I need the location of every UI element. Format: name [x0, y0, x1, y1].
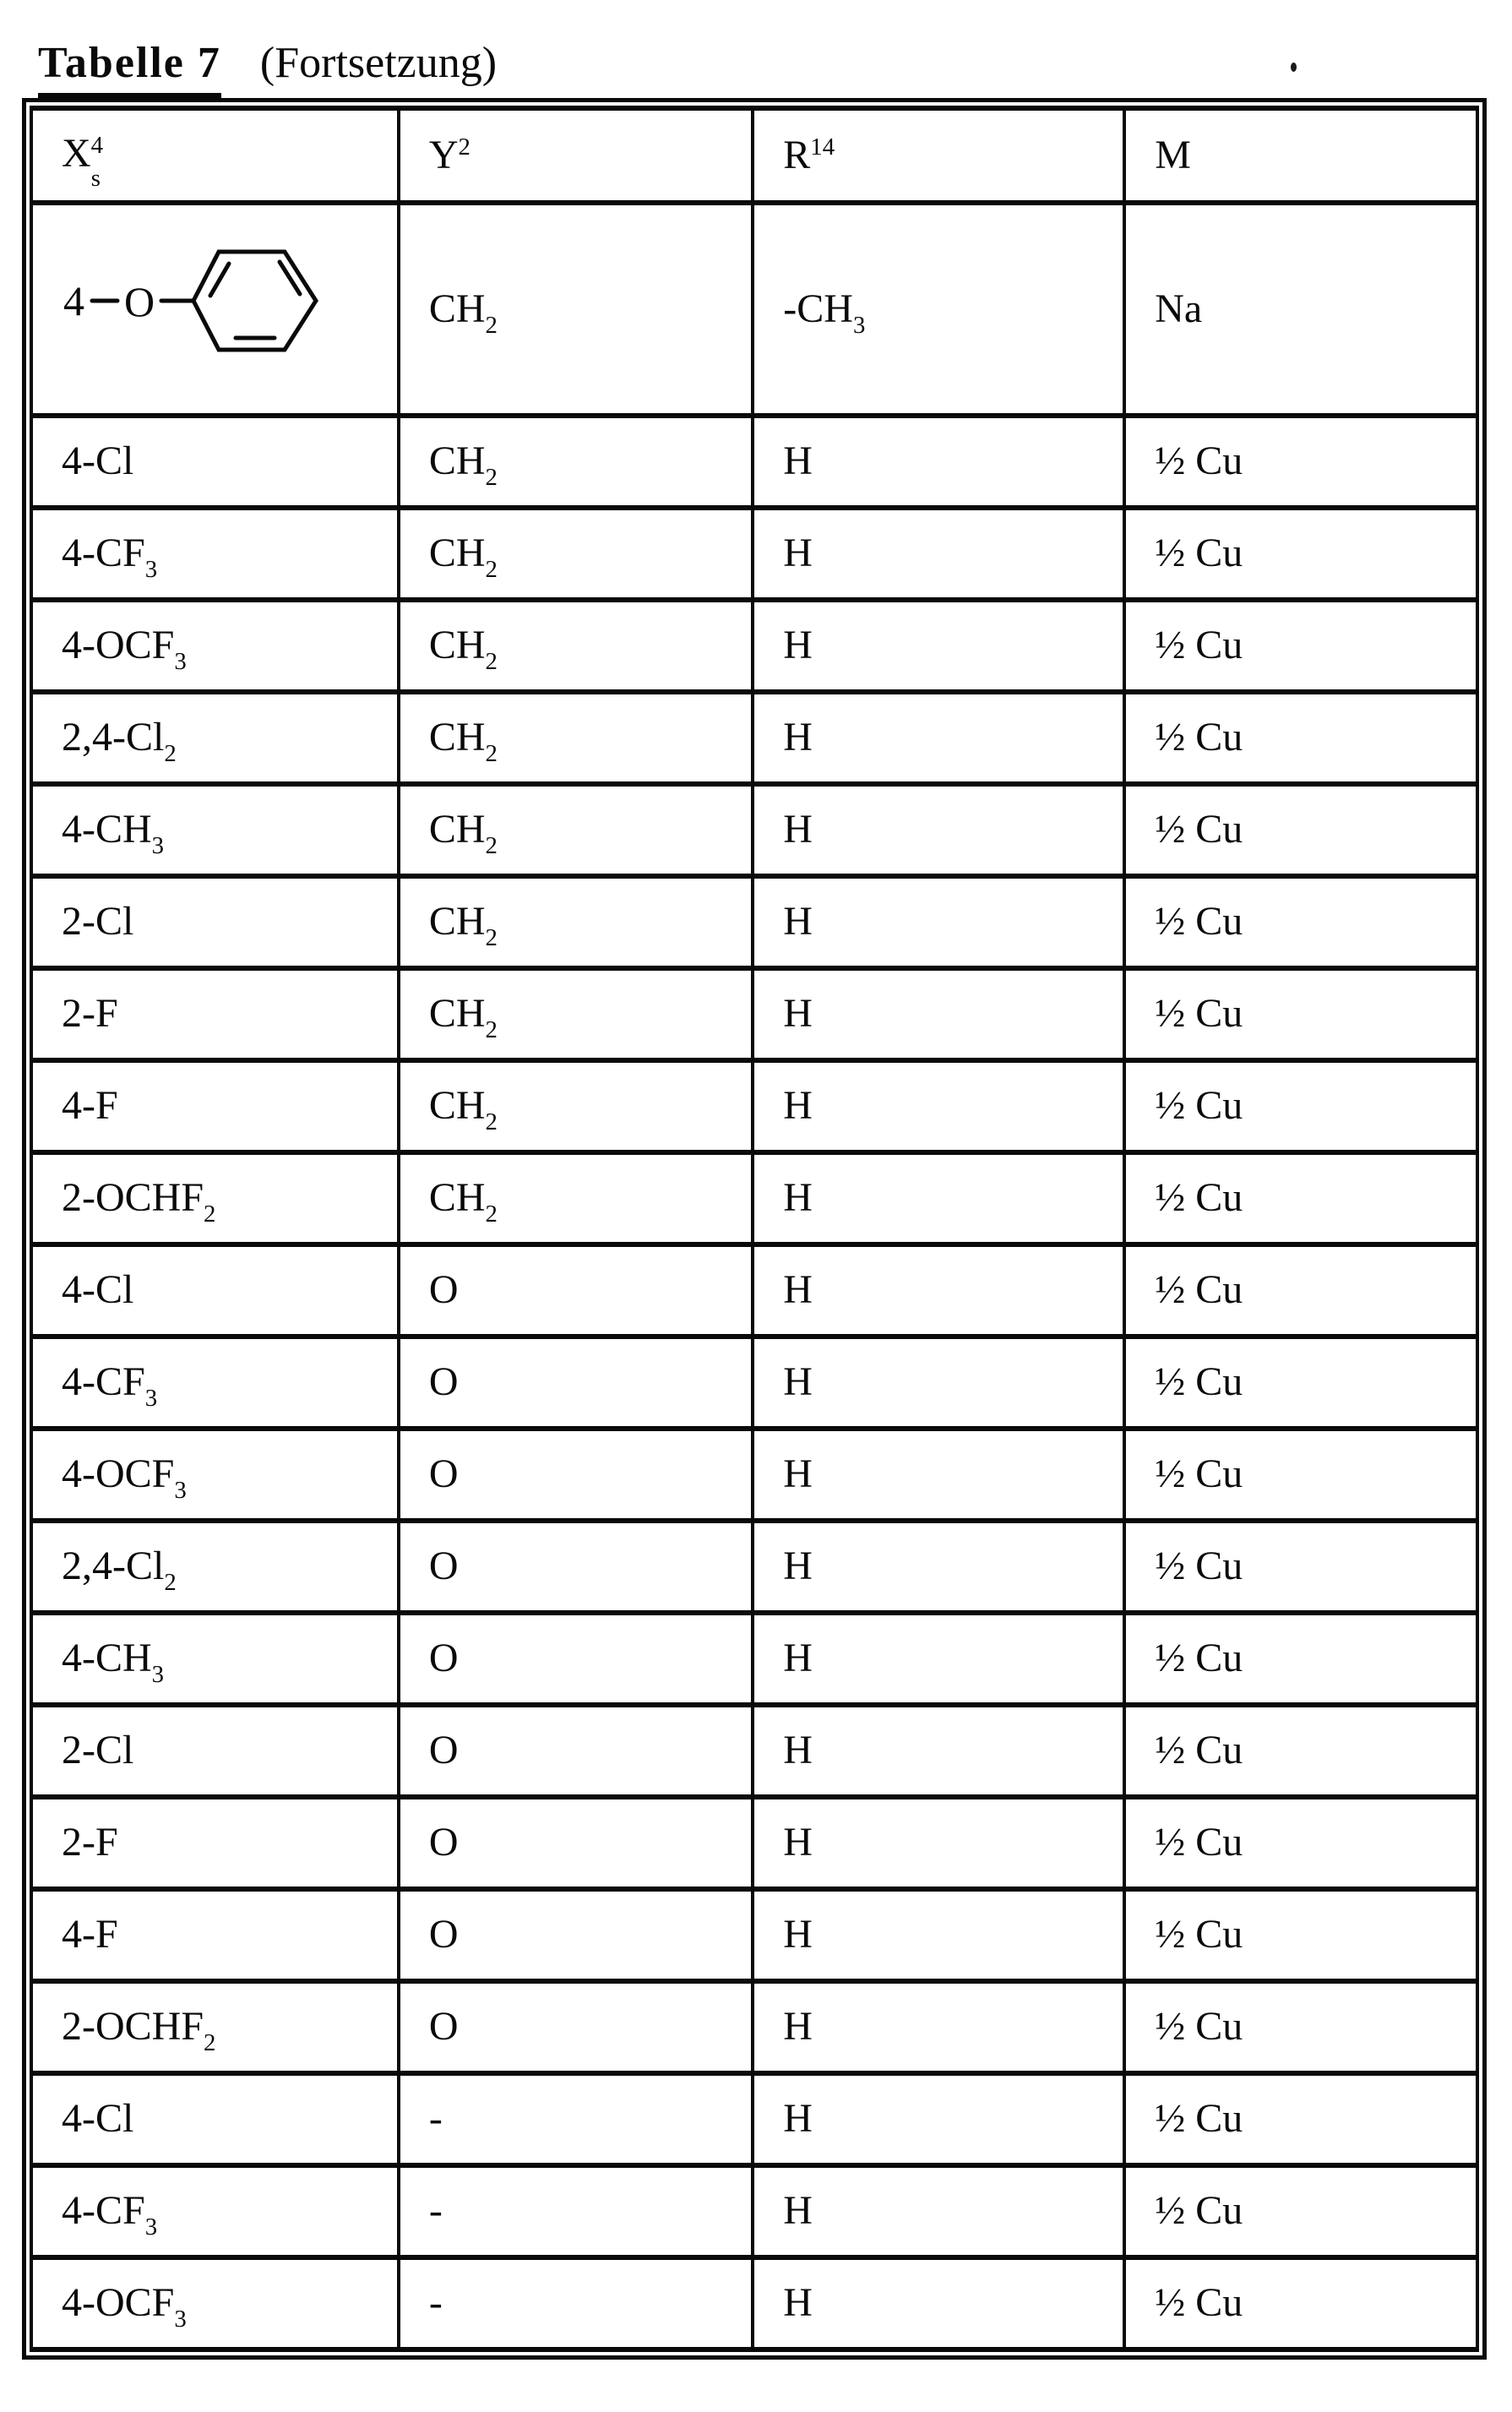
cell-x4: $4-CF_3$ — [31, 1337, 399, 1429]
cell-y2: O — [399, 1981, 753, 2073]
cell-x4: 4-F — [31, 1889, 399, 1981]
cell-r14: H — [753, 784, 1124, 876]
cell-r14: H — [753, 1889, 1124, 1981]
scan-artifact-dot — [1291, 63, 1297, 72]
cell-y2: O — [399, 1705, 753, 1797]
table-row — [31, 1060, 1477, 1152]
position-4-label: 4 — [63, 277, 84, 324]
cell-r14: H — [753, 600, 1124, 692]
cell-r14: H — [753, 1705, 1124, 1797]
cell-x4: $4-CH_3$ — [31, 1613, 399, 1705]
cell-y2: $CH_2$ — [399, 203, 753, 416]
cell-y2: O — [399, 1337, 753, 1429]
cell-m: ½ Cu — [1124, 416, 1477, 508]
table-title — [38, 39, 497, 87]
cell-r14: H — [753, 1060, 1124, 1152]
table-row — [31, 2165, 1477, 2257]
cell-r14: H — [753, 1981, 1124, 2073]
table-row — [31, 600, 1477, 692]
table-row — [31, 1613, 1477, 1705]
cell-r14: H — [753, 2073, 1124, 2165]
cell-m: ½ Cu — [1124, 2257, 1477, 2349]
cell-r14: H — [753, 1244, 1124, 1337]
cell-r14: H — [753, 416, 1124, 508]
table-row — [31, 784, 1477, 876]
cell-m: ½ Cu — [1124, 600, 1477, 692]
cell-x4: $2,4-Cl_2$ — [31, 1521, 399, 1613]
cell-y2: $CH_2$ — [399, 1060, 753, 1152]
cell-m: ½ Cu — [1124, 1981, 1477, 2073]
cell-y2: O — [399, 1613, 753, 1705]
table-row — [31, 416, 1477, 508]
table-row — [31, 508, 1477, 600]
cell-r14: H — [753, 2165, 1124, 2257]
table-title-continuation: (Fortsetzung) — [259, 39, 498, 87]
cell-x4: 4-Cl — [31, 416, 399, 508]
cell-r14: $-CH_3$ — [753, 203, 1124, 416]
cell-r14: H — [753, 1613, 1124, 1705]
cell-y2: O — [399, 1521, 753, 1613]
cell-y2: $CH_2$ — [399, 692, 753, 784]
table-row — [31, 876, 1477, 968]
cell-x4: $2-OCHF_2$ — [31, 1981, 399, 2073]
cell-x4: $4-OCF_3$ — [31, 1429, 399, 1521]
cell-m: ½ Cu — [1124, 1889, 1477, 1981]
table-row — [31, 1797, 1477, 1889]
table-row — [31, 1244, 1477, 1337]
table-row — [31, 1429, 1477, 1521]
cell-x4: $4-CF_3$ — [31, 2165, 399, 2257]
cell-y2: $CH_2$ — [399, 416, 753, 508]
benzene-hexagon — [193, 252, 316, 350]
cell-x4: 4-Cl — [31, 2073, 399, 2165]
cell-x4: $4-OCF_3$ — [31, 2257, 399, 2349]
cell-m: ½ Cu — [1124, 1797, 1477, 1889]
inner-double-bond — [210, 264, 229, 296]
cell-y2: $CH_2$ — [399, 1152, 753, 1244]
cell-m: ½ Cu — [1124, 1429, 1477, 1521]
table-row — [31, 1705, 1477, 1797]
cell-r14: H — [753, 968, 1124, 1060]
cell-r14: H — [753, 1337, 1124, 1429]
cell-y2: $CH_2$ — [399, 876, 753, 968]
cell-m: ½ Cu — [1124, 2165, 1477, 2257]
column-header-r14: $R^{14}$ — [753, 108, 1124, 203]
cell-x4: 2-Cl — [31, 876, 399, 968]
table-row — [31, 692, 1477, 784]
cell-r14: H — [753, 1797, 1124, 1889]
table-row — [31, 1521, 1477, 1613]
table-title-main: Tabelle 7 — [38, 39, 221, 98]
cell-m: ½ Cu — [1124, 1337, 1477, 1429]
cell-y2: $CH_2$ — [399, 784, 753, 876]
cell-m: ½ Cu — [1124, 508, 1477, 600]
cell-r14: H — [753, 2257, 1124, 2349]
oxygen-atom-label: O — [124, 278, 155, 325]
cell-m: ½ Cu — [1124, 1060, 1477, 1152]
table-row — [31, 1889, 1477, 1981]
cell-y2: O — [399, 1244, 753, 1337]
data-table — [30, 106, 1479, 2352]
table-row — [31, 1152, 1477, 1244]
cell-x4: 2-F — [31, 1797, 399, 1889]
cell-x4: $4-OCF_3$ — [31, 600, 399, 692]
column-header-y2: $Y^2$ — [399, 108, 753, 203]
cell-m: ½ Cu — [1124, 1705, 1477, 1797]
cell-x4: 4-Cl — [31, 1244, 399, 1337]
cell-r14: H — [753, 508, 1124, 600]
inner-double-bond — [280, 262, 300, 294]
cell-y2: $CH_2$ — [399, 968, 753, 1060]
cell-m: Na — [1124, 203, 1477, 416]
cell-y2: O — [399, 1797, 753, 1889]
cell-x4: $2,4-Cl_2$ — [31, 692, 399, 784]
cell-m: ½ Cu — [1124, 1613, 1477, 1705]
cell-m: ½ Cu — [1124, 692, 1477, 784]
cell-r14: H — [753, 876, 1124, 968]
cell-x4: $4-CH_3$ — [31, 784, 399, 876]
data-table-outer-border — [22, 98, 1487, 2360]
table-row — [31, 968, 1477, 1060]
cell-y2: - — [399, 2073, 753, 2165]
benzene-ring-structure-icon — [62, 242, 332, 360]
cell-m: ½ Cu — [1124, 2073, 1477, 2165]
cell-r14: H — [753, 1521, 1124, 1613]
cell-y2: - — [399, 2165, 753, 2257]
structure-row — [31, 203, 1477, 416]
cell-x4-structure — [31, 203, 399, 416]
cell-m: ½ Cu — [1124, 1152, 1477, 1244]
cell-y2: $CH_2$ — [399, 600, 753, 692]
cell-x4: 2-F — [31, 968, 399, 1060]
table-row — [31, 2073, 1477, 2165]
cell-r14: H — [753, 1429, 1124, 1521]
table-row — [31, 2257, 1477, 2349]
cell-y2: - — [399, 2257, 753, 2349]
cell-m: ½ Cu — [1124, 784, 1477, 876]
column-header-m: M — [1124, 108, 1477, 203]
cell-x4: $2-OCHF_2$ — [31, 1152, 399, 1244]
cell-x4: $4-CF_3$ — [31, 508, 399, 600]
header-row — [31, 108, 1477, 203]
column-header-x4s: $X^4_s$ — [31, 108, 399, 203]
table-row — [31, 1337, 1477, 1429]
cell-m: ½ Cu — [1124, 968, 1477, 1060]
cell-r14: H — [753, 692, 1124, 784]
cell-m: ½ Cu — [1124, 1521, 1477, 1613]
cell-m: ½ Cu — [1124, 876, 1477, 968]
cell-x4: 2-Cl — [31, 1705, 399, 1797]
table-row — [31, 1981, 1477, 2073]
cell-x4: 4-F — [31, 1060, 399, 1152]
cell-y2: O — [399, 1889, 753, 1981]
cell-y2: $CH_2$ — [399, 508, 753, 600]
cell-r14: H — [753, 1152, 1124, 1244]
cell-m: ½ Cu — [1124, 1244, 1477, 1337]
cell-y2: O — [399, 1429, 753, 1521]
